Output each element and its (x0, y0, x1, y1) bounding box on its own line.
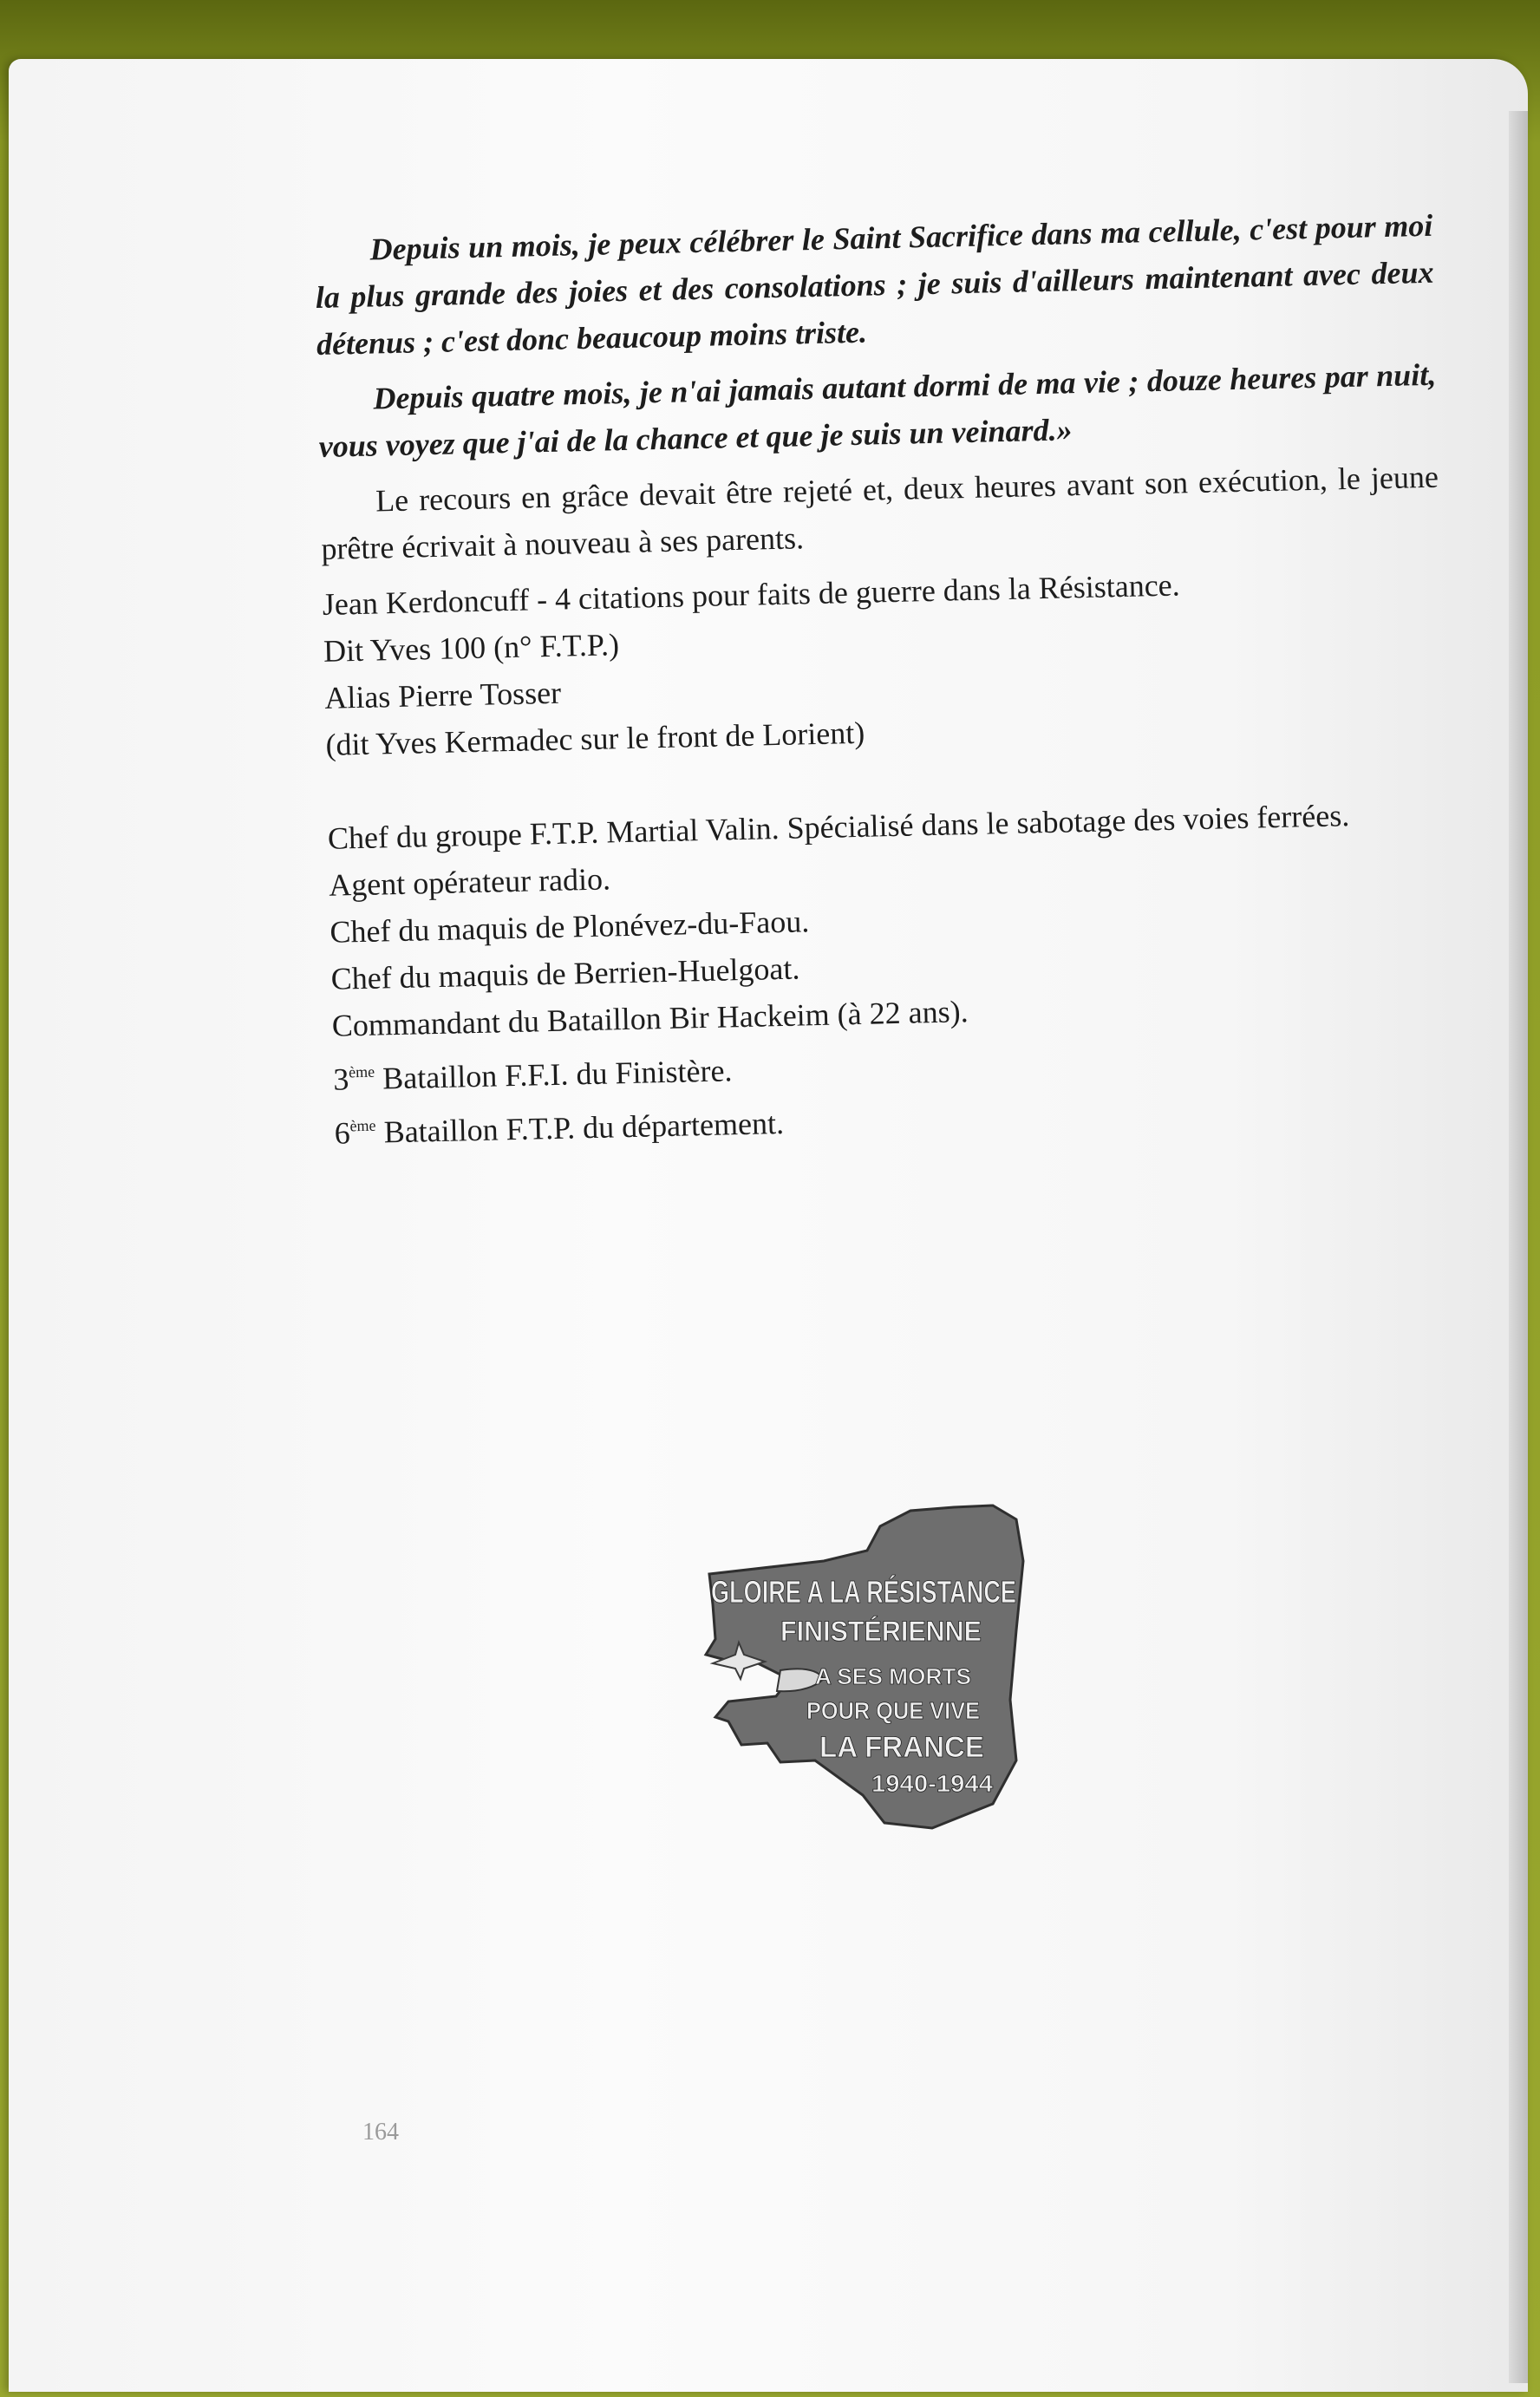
battalion-number: 3 (332, 1061, 349, 1097)
identity-line: (dit Yves Kermadec sur le front de Lorient) (325, 715, 865, 762)
service-line: Chef du maquis de Plonévez-du-Faou. (329, 904, 810, 950)
identity-line: Jean Kerdoncuff - 4 citations pour faits de guerre dans la Résistance. (322, 567, 1181, 622)
memorial-line-5: LA FRANCE (819, 1731, 984, 1764)
service-line: Chef du maquis de Berrien-Huelgoat. (330, 950, 800, 996)
memorial-plaque-image (694, 1500, 1101, 1839)
page-body (314, 202, 1453, 1157)
memorial-line-1: GLOIRE A LA RÉSISTANCE (711, 1574, 1016, 1610)
memorial-line-3: A SES MORTS (815, 1663, 971, 1689)
page-edge (1509, 111, 1528, 2383)
memorial-line-2: FINISTÉRIENNE (780, 1616, 982, 1647)
identity-line: Dit Yves 100 (n° F.T.P.) (323, 627, 620, 669)
battalion-text: Bataillon F.T.P. du département. (375, 1105, 785, 1150)
narrative-paragraph: Le recours en grâce devait être rejeté et, deux heures avant son exécution, le jeune prêtre écrivait à nouveau à ses parents. (320, 459, 1439, 566)
battalion-text: Bataillon F.F.I. du Finistère. (374, 1053, 733, 1096)
quote-paragraph-1: Depuis un mois, je peux célébrer le Saint Sacrifice dans ma cellule, c'est pour moi la plus grande des joies et des consolations ; je suis d'ailleurs maintenant avec deux détenus ; c'est donc beaucoup moins triste. (315, 207, 1434, 362)
battalion-number: 6 (334, 1115, 351, 1151)
page-number: 164 (362, 2119, 399, 2146)
service-line: Agent opérateur radio. (328, 861, 611, 903)
battalion-ordinal: ème (348, 1062, 375, 1081)
memorial-line-6: 1940-1944 (871, 1770, 994, 1797)
memorial-line-4: POUR QUE VIVE (806, 1697, 980, 1724)
quote-paragraph-2: Depuis quatre mois, je n'ai jamais autant dormi de ma vie ; douze heures par nuit, vous voyez que j'ai de la chance et que je suis un veinard.» (318, 356, 1437, 464)
identity-line: Alias Pierre Tosser (323, 675, 562, 715)
battalion-ordinal: ème (349, 1116, 376, 1135)
service-line: Commandant du Bataillon Bir Hackeim (à 22 ans). (331, 994, 969, 1043)
service-line: Chef du groupe F.T.P. Martial Valin. Spécialisé dans le sabotage des voies ferrées. (327, 798, 1350, 856)
